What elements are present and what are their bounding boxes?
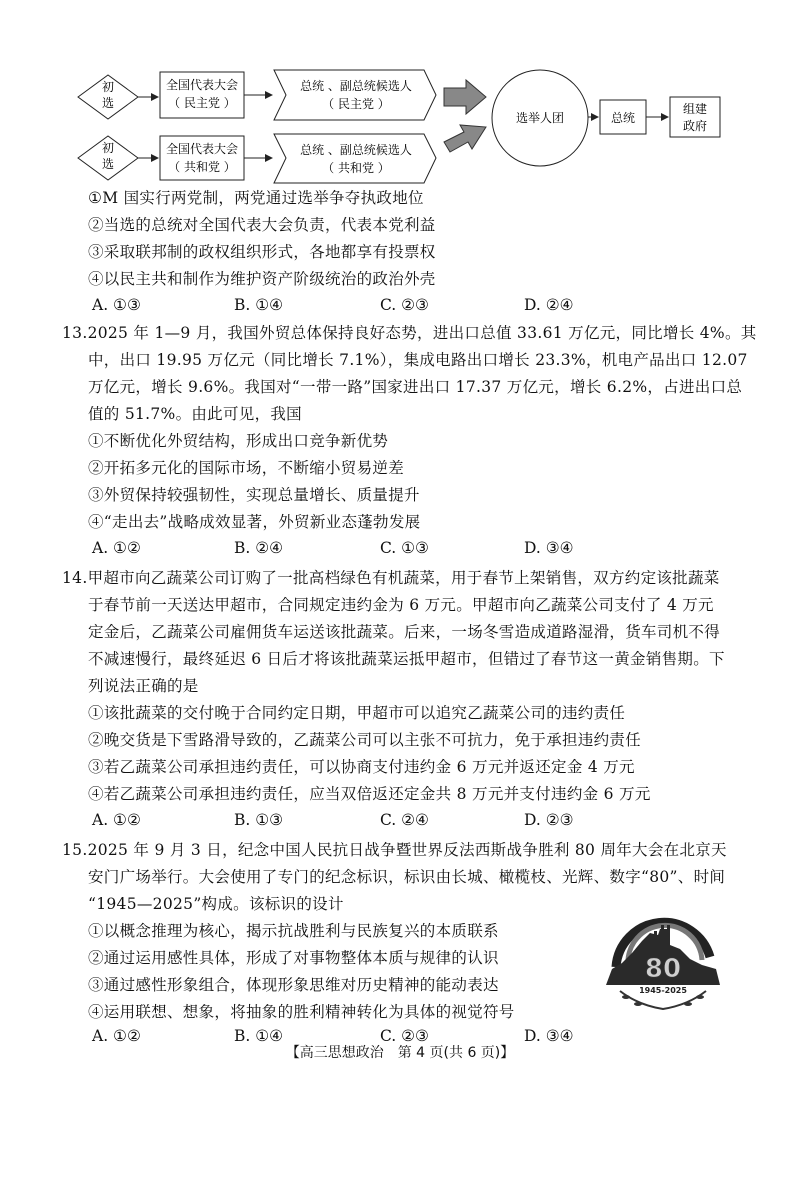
q13-number: 13. [62, 324, 88, 342]
page-footer: 【高三思想政治 第 4 页(共 6 页)】 [285, 1045, 515, 1061]
q13-statement-4: ④“走出去”战略成效显著，外贸新业态蓬勃发展 [88, 513, 421, 531]
olive-leaf-icon [622, 995, 630, 999]
q14-stem-line-2: 于春节前一天送达甲超市，合同规定违约金为 6 万元。甲超市向乙蔬菜公司支付了 4 万元 [88, 596, 714, 614]
primary-label-bottom: 选 [101, 96, 115, 110]
dem-candidates-label: 总统 、副总统候选人 [300, 79, 412, 93]
q13-statement-3: ③外贸保持较强韧性，实现总量增长、质量提升 [88, 486, 420, 504]
rep-candidates-shape [274, 134, 436, 183]
q14-number: 14. [62, 569, 88, 587]
primary-label-top: 初 [101, 80, 115, 94]
olive-leaf-icon [696, 995, 704, 999]
q15-statement-4: ④运用联想、想象，将抽象的胜利精神转化为具体的视觉符号 [88, 1003, 515, 1021]
electors-circle [492, 70, 588, 166]
q15-option-a[interactable]: A. ①② [92, 1027, 141, 1045]
q15-option-d[interactable]: D. ③④ [524, 1027, 574, 1045]
q12-option-b[interactable]: B. ①④ [234, 296, 284, 314]
q13-statement-2: ②开拓多元化的国际市场，不断缩小贸易逆差 [88, 459, 405, 477]
q13-option-d[interactable]: D. ③④ [524, 539, 574, 557]
dem-candidates-shape [274, 70, 436, 120]
q15-statement-3: ③通过感性形象组合，体现形象思维对历史精神的能动表达 [88, 976, 499, 994]
q14-statement-4: ④若乙蔬菜公司承担违约责任，应当双倍返还定金共 8 万元并支付违约金 6 万元 [88, 785, 651, 803]
president-label: 总统 [610, 111, 636, 125]
big-arrow-icon [444, 80, 486, 114]
q15-stem-line-2: 安门广场举行。大会使用了专门的纪念标识，标识由长城、橄榄枝、光辉、数字“80”、时间 [88, 868, 726, 886]
q15-statement-2: ②通过运用感性具体，形成了对事物整体本质与规律的认识 [88, 949, 499, 967]
q13-option-b[interactable]: B. ②④ [234, 539, 284, 557]
q14-stem-line-5: 列说法正确的是 [88, 677, 199, 695]
q15-stem-line-1 [62, 837, 727, 863]
primary-diamond-rep [78, 136, 138, 180]
olive-leaf-icon [684, 1002, 692, 1006]
q14-statement-3: ③若乙蔬菜公司承担违约责任，可以协商支付违约金 6 万元并返还定金 4 万元 [88, 758, 635, 776]
primary-label-top: 初 [101, 141, 115, 155]
q12-statement-4: ④以民主共和制作为维护资产阶级统治的政治外壳 [88, 270, 436, 288]
rep-candidates-label: 总统 、副总统候选人 [300, 143, 412, 157]
q14-option-a[interactable]: A. ①② [92, 811, 141, 829]
q12-options [92, 296, 692, 318]
primary-diamond-dem [78, 75, 138, 119]
q12-option-a[interactable]: A. ①③ [92, 296, 141, 314]
q13-stem-line-1 [62, 320, 757, 346]
president-box [600, 100, 646, 134]
q13-option-a[interactable]: A. ①② [92, 539, 141, 557]
rep-candidates-party: （ 共和党 ） [322, 161, 390, 175]
q12-option-d[interactable]: D. ②④ [524, 296, 574, 314]
q13-statement-1: ①不断优化外贸结构，形成出口竞争新优势 [88, 432, 389, 450]
q14-stem-line-1 [62, 565, 720, 591]
q15-option-b[interactable]: B. ①④ [234, 1027, 284, 1045]
rep-convention-label: 全国代表大会 [165, 142, 239, 156]
q14-statement-1: ①该批蔬菜的交付晚于合同约定日期，甲超市可以追究乙蔬菜公司的违约责任 [88, 704, 626, 722]
dem-candidates-party: （ 民主党 ） [322, 97, 390, 111]
q15-number: 15. [62, 841, 88, 859]
q13-stem-line-3: 万亿元，增长 9.6%。我国对“一带一路”国家进出口 17.37 万亿元，增长 6.2%，占进出口总 [88, 378, 743, 396]
q12-option-c[interactable]: C. ②③ [380, 296, 429, 314]
dem-convention-label: 全国代表大会 [165, 78, 239, 92]
q12-statement-1: ①M 国实行两党制，两党通过选举争夺执政地位 [88, 189, 424, 207]
q14-option-c[interactable]: C. ②④ [380, 811, 429, 829]
dem-party-label: （ 民主党 ） [168, 96, 236, 110]
primary-label-bottom: 选 [101, 157, 115, 171]
election-flow-diagram [0, 0, 800, 195]
rep-party-label: （ 共和党 ） [168, 160, 236, 174]
form-gov-line2: 政府 [682, 119, 708, 133]
q12-statement-3: ③采取联邦制的政权组织形式，各地都享有投票权 [88, 243, 436, 261]
q15-statement-1: ①以概念推理为核心，揭示抗战胜利与民族复兴的本质联系 [88, 922, 499, 940]
q14-option-d[interactable]: D. ②③ [524, 811, 574, 829]
rep-convention-box [160, 136, 244, 180]
q15-stem-line-3: “1945—2025”构成。该标识的设计 [88, 895, 344, 913]
q13-stem-text-1: 2025 年 1—9 月，我国外贸总体保持良好态势，进出口总值 33.61 万亿元，同比增长 4%。其 [87, 324, 757, 342]
q12-statement-2: ②当选的总统对全国代表大会负责，代表本党利益 [88, 216, 436, 234]
big-arrow-icon [444, 125, 486, 152]
electors-label: 选举人团 [515, 111, 565, 125]
commemoration-emblem [598, 905, 728, 1020]
emblem-years: 1945-2025 [639, 986, 687, 995]
dem-convention-box [160, 72, 244, 118]
q14-stem-line-3: 定金后，乙蔬菜公司雇佣货车运送该批蔬菜。后来，一场冬雪造成道路湿滑，货车司机不得 [88, 623, 721, 641]
q15-stem-text-1: 2025 年 9 月 3 日，纪念中国人民抗日战争暨世界反法西斯战争胜利 80 周年大会在北京天 [87, 841, 727, 859]
q14-statement-2: ②晚交货是下雪路滑导致的，乙蔬菜公司可以主张不可抗力，免于承担违约责任 [88, 731, 642, 749]
q15-option-c[interactable]: C. ②③ [380, 1027, 429, 1045]
emblem-number: 80 [644, 954, 682, 984]
q13-options [92, 539, 692, 561]
q14-stem-line-4: 不减速慢行，最终延迟 6 日后才将该批蔬菜运抵甲超市，但错过了春节这一黄金销售期。下 [88, 650, 725, 668]
q14-stem-text-1: 甲超市向乙蔬菜公司订购了一批高档绿色有机蔬菜，用于春节上架销售，双方约定该批蔬菜 [87, 569, 720, 587]
form-gov-line1: 组建 [682, 102, 708, 116]
q14-options [92, 811, 692, 833]
q13-stem-line-2: 中，出口 19.95 万亿元（同比增长 7.1%），集成电路出口增长 23.3%，机电产品出口 12.07 [88, 351, 748, 369]
olive-leaf-icon [634, 1002, 642, 1006]
q13-option-c[interactable]: C. ①③ [380, 539, 429, 557]
q14-option-b[interactable]: B. ①③ [234, 811, 284, 829]
q13-stem-line-4: 值的 51.7%。由此可见，我国 [88, 405, 302, 423]
form-government-box [670, 97, 720, 137]
